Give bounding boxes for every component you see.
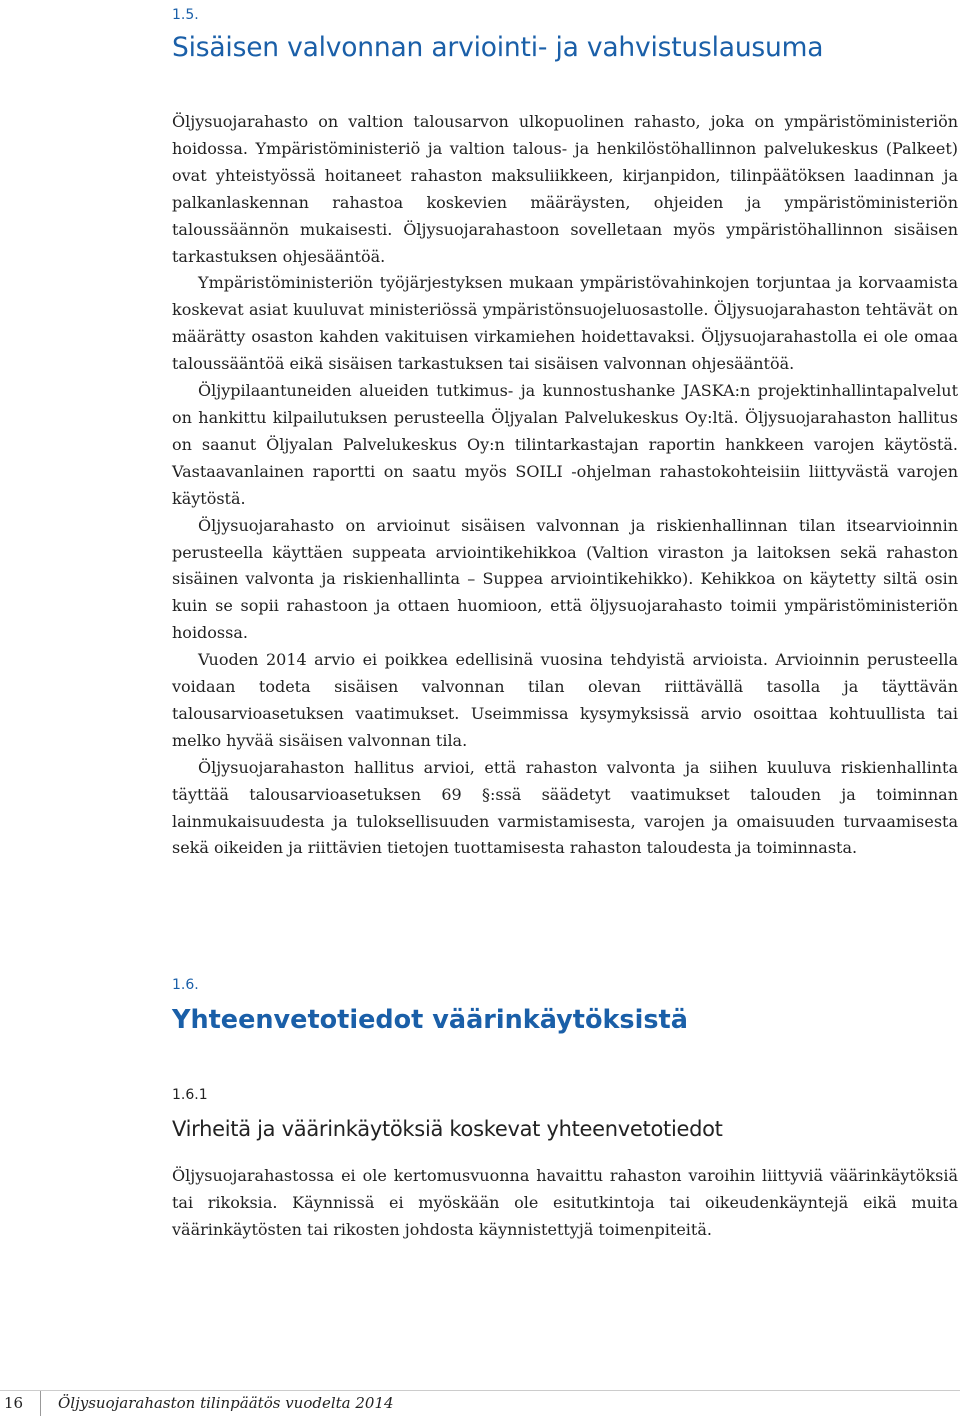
section-heading: Sisäisen valvonnan arviointi- ja vahvistuslausuma bbox=[172, 32, 824, 63]
body-paragraph: Öljysuojarahaston hallitus arvioi, että rahaston valvonta ja siihen kuuluva riskienhallinta täyttää talousarvioasetuksen 69 §:ssä säädetyt vaatimukset talouden ja toiminnan lainmukaisuudesta ja tuloksellisuuden varmistamisesta, varojen ja omaisuuden turvaamisesta sekä oikeiden ja riittävien tietojen tuottamisesta rahaston taloudesta ja toiminnasta. bbox=[172, 757, 958, 858]
footer-document-title: Öljysuojarahaston tilinpäätös vuodelta 2014 bbox=[58, 1394, 394, 1412]
body-paragraph: Ympäristöministeriön työjärjestyksen mukaan ympäristövahinkojen torjuntaa ja korvaamista koskevat asiat kuuluvat ministeriössä ympäristönsuojeluosastolle. Öljysuojarahaston tehtävät on määrätty osaston kahden vakituisen virkamiehen hoidettavaksi. Öljysuojarahastolla ei ole omaa taloussääntöä eikä sisäisen tarkastuksen tai sisäisen valvonnan ohjesääntöä. bbox=[172, 273, 958, 374]
subsection-heading: Virheitä ja väärinkäytöksiä koskevat yhteenvetotiedot bbox=[172, 1117, 723, 1141]
section-body bbox=[172, 109, 958, 862]
section-number: 1.6. bbox=[172, 977, 199, 993]
subsection-body bbox=[172, 1163, 958, 1244]
section-number: 1.5. bbox=[172, 7, 199, 23]
footer-separator bbox=[40, 1391, 41, 1416]
section-heading: Yhteenvetotiedot väärinkäytöksistä bbox=[172, 1005, 688, 1035]
subsection-number: 1.6.1 bbox=[172, 1087, 208, 1103]
body-paragraph: Öljysuojarahastossa ei ole kertomusvuonna havaittu rahaston varoihin liittyviä väärinkäytöksiä tai rikoksia. Käynnissä ei myöskään ole esitutkintoja tai oikeudenkäyntejä eikä muita väärinkäytösten tai rikosten johdosta käynnistettyjä toimenpiteitä. bbox=[172, 1166, 958, 1239]
body-paragraph: Vuoden 2014 arvio ei poikkea edellisinä vuosina tehdyistä arvioista. Arvioinnin perusteella voidaan todeta sisäisen valvonnan tilan olevan riittävällä tasolla ja täyttävän talousarvioasetuksen vaatimukset. Useimmissa kysymyksissä arvio osoittaa kohtuullista tai melko hyvää sisäisen valvonnan tila. bbox=[172, 650, 958, 750]
page-number: 16 bbox=[4, 1394, 24, 1412]
body-paragraph: Öljysuojarahasto on valtion talousarvon ulkopuolinen rahasto, joka on ympäristöministeriön hoidossa. Ympäristöministeriö ja valtion talous- ja henkilöstöhallinnon palvelukeskus (Palkeet) ovat yhteistyössä hoitaneet rahaston maksuliikkeen, kirjanpidon, tilinpäätöksen laadinnan ja palkanlaskennan rahastoa koskevien määräysten, ohjeiden ja ympäristöministeriön taloussäännön mukaisesti. Öljysuojarahastoon sovelletaan myös ympäristöhallinnon sisäisen tarkastuksen ohjesääntöä. bbox=[172, 112, 958, 266]
body-paragraph: Öljysuojarahasto on arvioinut sisäisen valvonnan ja riskienhallinnan tilan itsearvioinnin perusteella käyttäen suppeata arviointikehikkoa (Valtion viraston ja laitoksen sekä rahaston sisäinen valvonta ja riskienhallinta – Suppea arviointikehikko). Kehikkoa on käytetty siltä osin kuin se sopii rahastoon ja ottaen huomioon, että öljysuojarahasto toimii ympäristöministeriön hoidossa. bbox=[172, 515, 958, 643]
body-paragraph: Öljypilaantuneiden alueiden tutkimus- ja kunnostushanke JASKA:n projektinhallintapalvelut on hankittu kilpailutuksen perusteella Öljyalan Palvelukeskus Oy:ltä. Öljysuojarahaston hallitus on saanut Öljyalan Palvelukeskus Oy:n tilintarkastajan raportin hankkeen varojen käytöstä. Vastaavanlainen raportti on saatu myös SOILI -ohjelman rahastokohteisiin liittyvästä varojen käytöstä. bbox=[172, 381, 958, 508]
